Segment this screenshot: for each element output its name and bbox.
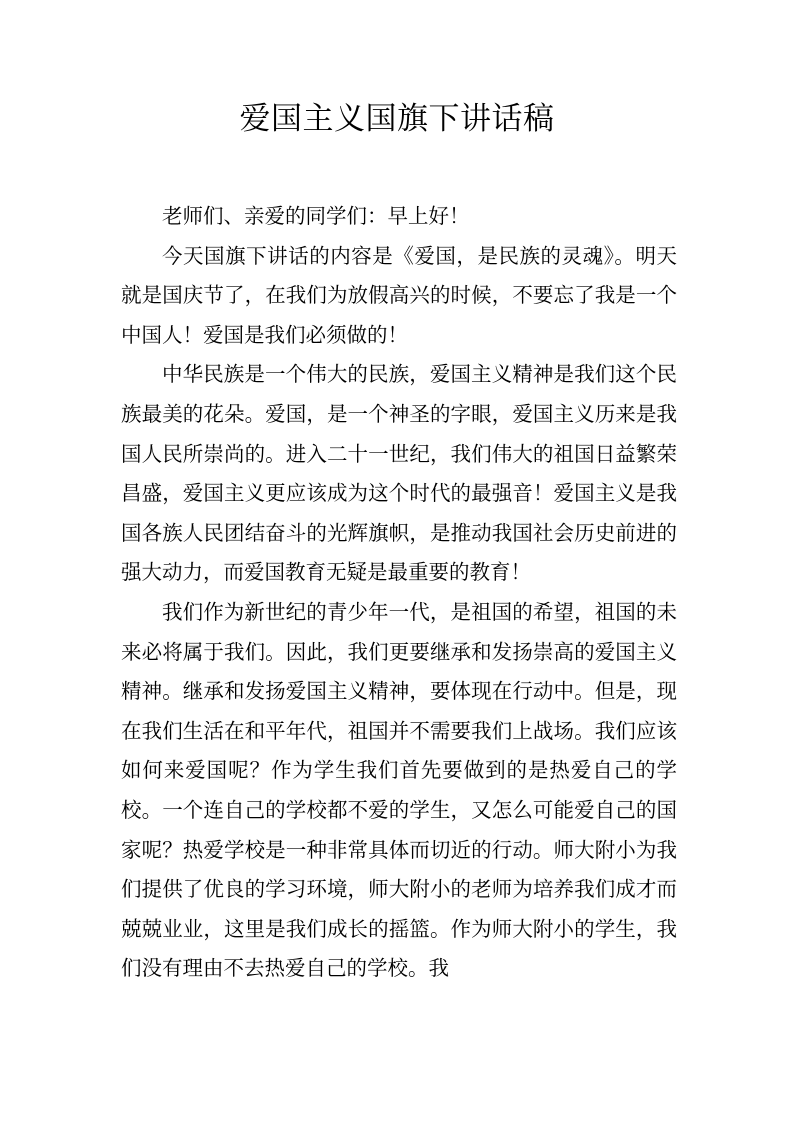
paragraph-greeting: 老师们、亲爱的同学们：早上好！ [162,204,470,228]
paragraph-youth: 我们作为新世纪的青少年一代，是祖国的希望，祖国的未来必将属于我们。因此，我们更要继承和发扬崇高的爱国主义精神。继承和发扬爱国主义精神，要体现在行动中。但是，现在我们生活在和平年代，祖国并不需要我们上战场。我们应该如何来爱国呢？作为学生我们首先要做到的是热爱自己的学校。一个连自己的学校都不爱的学生，又怎么可能爱自己的国家呢？热爱学校是一种非常具体而切近的行动。师大附小为我们提供了优良的学习环境，师大附小的老师为培养我们成才而兢兢业业，这里是我们成长的摇篮。作为师大附小的学生，我们没有理由不去热爱自己的学校。我 [121,599,677,981]
document-body [121,197,677,989]
document-title: 爱国主义国旗下讲话稿 [239,101,555,137]
paragraph-nation: 中华民族是一个伟大的民族，爱国主义精神是我们这个民族最美的花朵。爱国，是一个神圣的字眼，爱国主义历来是我国人民所崇尚的。进入二十一世纪，我们伟大的祖国日益繁荣昌盛，爱国主义更应该成为这个时代的最强音！爱国主义是我国各族人民团结奋斗的光辉旗帜，是推动我国社会历史前进的强大动力，而爱国教育无疑是最重要的教育！ [121,362,677,585]
paragraph-intro: 今天国旗下讲话的内容是《爱国，是民族的灵魂》。明天就是国庆节了，在我们为放假高兴的时候，不要忘了我是一个中国人！爱国是我们必须做的！ [121,243,677,347]
